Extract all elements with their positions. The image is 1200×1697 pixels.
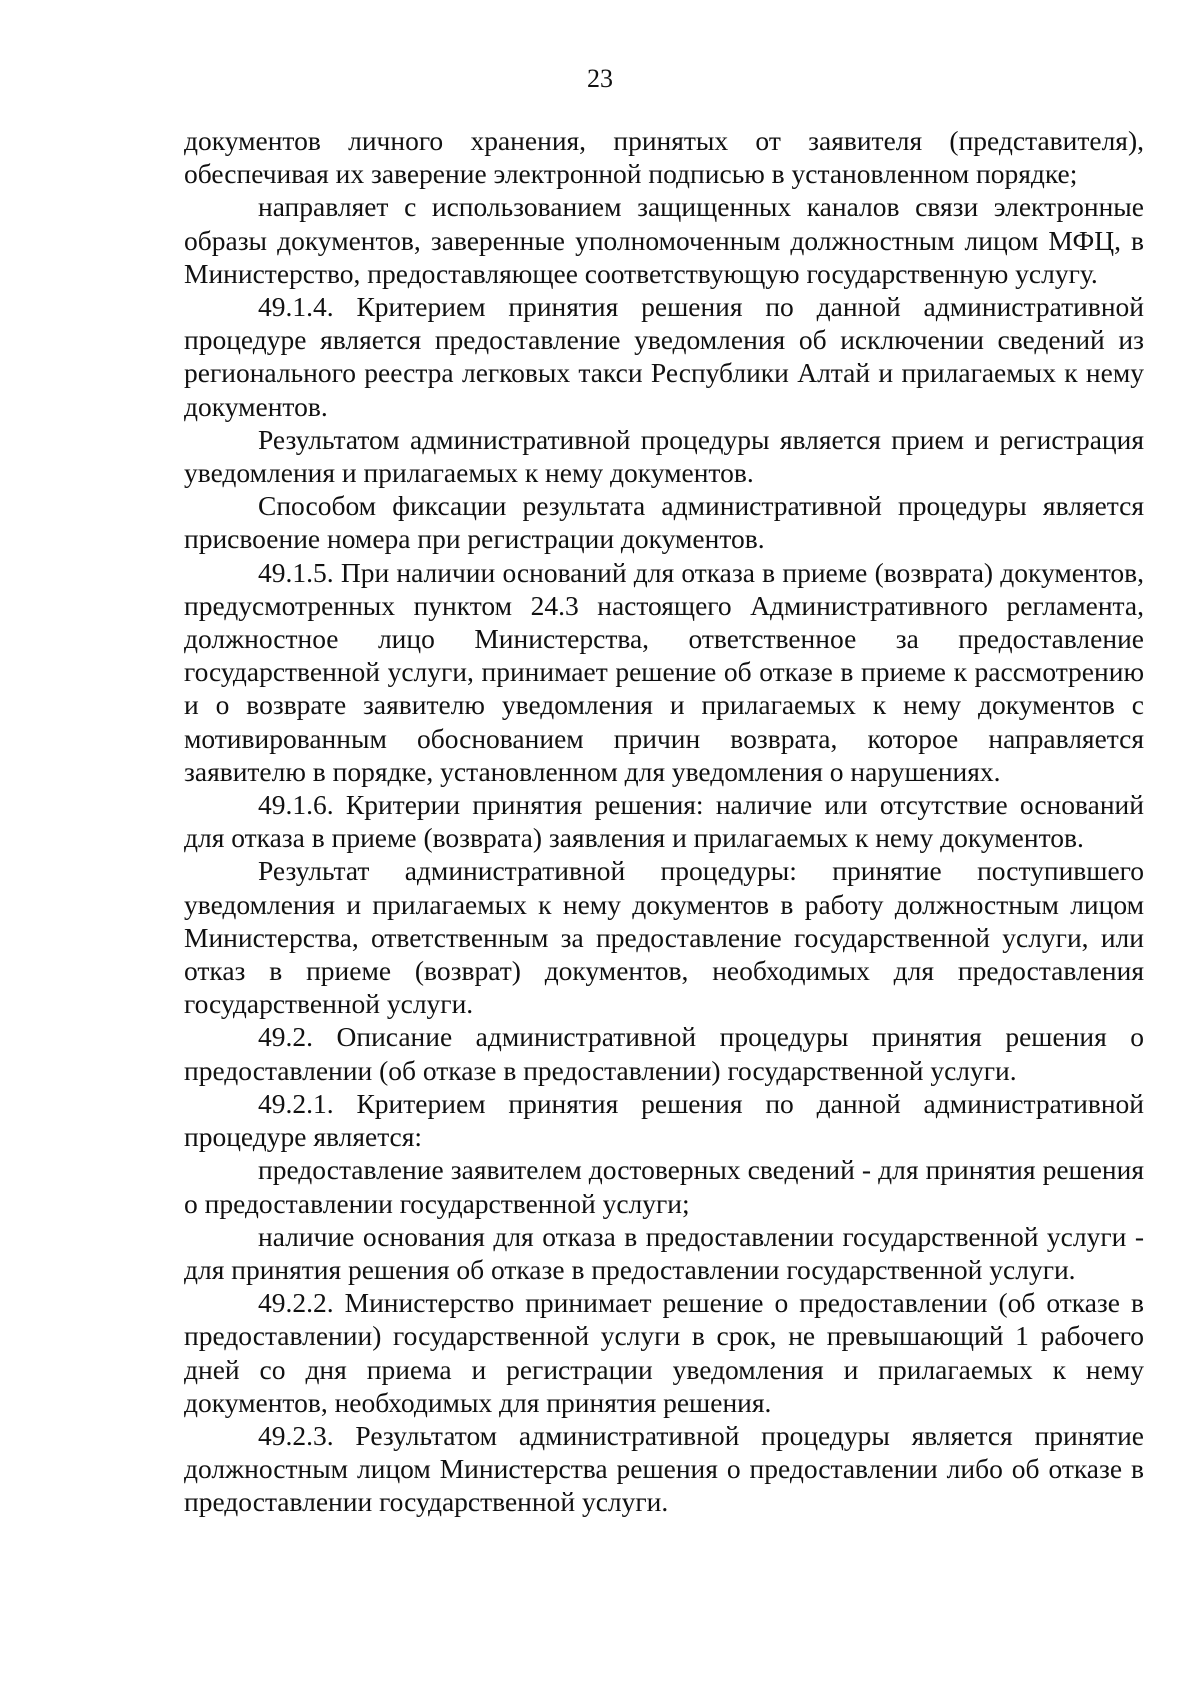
paragraph: предоставление заявителем достоверных сведений - для принятия решения о предоставлении государственной услуги; — [184, 1154, 1144, 1219]
document-body — [184, 124, 1144, 1519]
paragraph: 49.2.3. Результатом административной процедуры является принятие должностным лицом Министерства решения о предоставлении либо об отказе в предоставлении государственной услуги. — [184, 1419, 1144, 1518]
paragraph: 49.1.6. Критерии принятия решения: наличие или отсутствие оснований для отказа в приеме (возврата) заявления и прилагаемых к нему документов. — [184, 789, 1144, 854]
paragraph: Результатом административной процедуры является прием и регистрация уведомления и прилагаемых к нему документов. — [184, 423, 1144, 489]
paragraph: направляет с использованием защищенных каналов связи электронные образы документов, заверенные уполномоченным должностным лицом МФЦ, в Министерство, предоставляющее соответствующую государственную услугу. — [184, 191, 1144, 289]
paragraph: 49.1.4. Критерием принятия решения по данной административной процедуре является предоставление уведомления об исключении сведений из регионального реестра легковых такси Республики Алтай и прилагаемых к нему документов. — [184, 291, 1144, 422]
paragraph: 49.2. Описание административной процедуры принятия решения о предоставлении (об отказе в предоставлении) государственной услуги. — [184, 1021, 1144, 1086]
paragraph: 49.2.2. Министерство принимает решение о предоставлении (об отказе в предоставлении) государственной услуги в срок, не превышающий 1 рабочего дней со дня приема и регистрации уведомления и прилагаемых к нему документов, необходимых для принятия решения. — [184, 1287, 1144, 1418]
paragraph: 49.2.1. Критерием принятия решения по данной административной процедуре является: — [184, 1087, 1144, 1153]
paragraph: Результат административной процедуры: принятие поступившего уведомления и прилагаемых к нему документов в работу должностным лицом Министерства, ответственным за предоставление государственной услуги, или отказ в приеме (возврат) документов, необходимых для предоставления государственной услуги. — [184, 855, 1144, 1020]
page-number: 23 — [587, 64, 613, 93]
paragraph: наличие основания для отказа в предоставлении государственной услуги - для принятия решения об отказе в предоставлении государственной услуги. — [184, 1220, 1144, 1285]
paragraph: Способом фиксации результата административной процедуры является присвоение номера при регистрации документов. — [184, 490, 1144, 555]
paragraph: 49.1.5. При наличии оснований для отказа в приеме (возврата) документов, предусмотренных пунктом 24.3 настоящего Административного регламента, должностное лицо Министерства, ответственное за предоставление государственной услуги, принимает решение об отказе в приеме к рассмотрению и о возврате заявителю уведомления и прилагаемых к нему документов с мотивированным обоснованием причин возврата, которое направляется заявителю в порядке, установленном для уведомления о нарушениях. — [184, 556, 1144, 787]
paragraph: документов личного хранения, принятых от заявителя (представителя), обеспечивая их заверение электронной подписью в установленном порядке; — [184, 125, 1144, 190]
